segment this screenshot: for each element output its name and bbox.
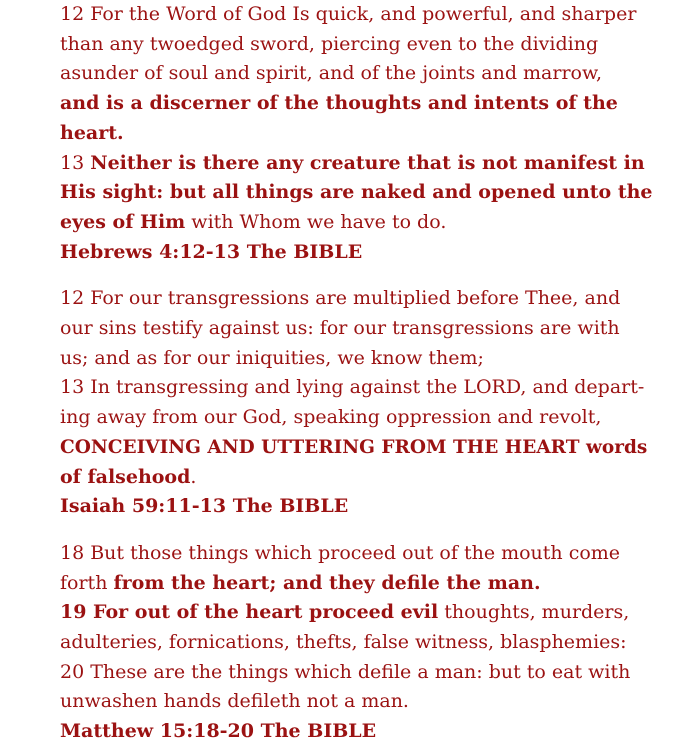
verse-text: 12 For our transgressions are multiplied before Thee, and [60, 287, 621, 310]
verse-text: than any twoedged sword, piercing even to the dividing [60, 32, 599, 55]
verse-line [60, 598, 660, 628]
verse-text: adulteries, fornications, thefts, false witness, blasphemies: [60, 631, 627, 654]
verse-line [60, 569, 660, 599]
verse-line [60, 30, 660, 60]
verse-line [60, 687, 660, 717]
verse-line [60, 178, 660, 208]
verse-text: thoughts, murders, [438, 601, 630, 624]
verse-text: 13 [60, 151, 91, 174]
verse-line [60, 433, 660, 463]
verse-line [60, 238, 660, 268]
verse-text: with Whom we have to do. [185, 210, 447, 233]
verse-line [60, 658, 660, 688]
verse-line [60, 539, 660, 569]
verse-line [60, 492, 660, 522]
passage-matthew [60, 539, 660, 747]
emphasized-text: Hebrews 4:12-13 The BIBLE [60, 240, 363, 263]
verse-line [60, 208, 660, 238]
verse-text: us; and as for our iniquities, we know them; [60, 346, 484, 369]
verse-text: forth [60, 571, 114, 594]
verse-line [60, 403, 660, 433]
verse-line [60, 628, 660, 658]
passage-isaiah [60, 284, 660, 522]
emphasized-text: His sight: but all things are naked and opened unto the [60, 181, 653, 204]
verse-text: our sins testify against us: for our transgressions are with [60, 317, 620, 340]
emphasized-text: of falsehood [60, 465, 191, 488]
verse-line [60, 284, 660, 314]
verse-line [60, 119, 660, 149]
emphasized-text: CONCEIVING AND UTTERING FROM THE HEART words [60, 436, 648, 458]
verse-text: unwashen hands defileth not a man. [60, 690, 409, 713]
verse-line [60, 717, 660, 747]
verse-line [60, 89, 660, 119]
verse-line [60, 344, 660, 374]
emphasized-text: 19 For out of the heart proceed evil [60, 601, 439, 624]
emphasized-text: from the heart; and they defile the man. [113, 571, 541, 594]
emphasized-text: eyes of Him [60, 210, 186, 233]
verse-line [60, 463, 660, 493]
verse-text: 18 But those things which proceed out of the mouth come [60, 541, 621, 564]
emphasized-text: Matthew 15:18-20 The BIBLE [60, 720, 377, 743]
passage-hebrews [60, 0, 660, 267]
verse-text: . [190, 465, 197, 488]
verse-text: 20 These are the things which defile a man: but to eat with [60, 660, 631, 683]
verse-line [60, 314, 660, 344]
verse-text: asunder of soul and spirit, and of the joints and marrow, [60, 62, 603, 85]
verse-line [60, 0, 660, 30]
verse-line [60, 59, 660, 89]
emphasized-text: Isaiah 59:11-13 The BIBLE [60, 495, 349, 518]
verse-line [60, 149, 660, 179]
emphasized-text: and is a discerner of the thoughts and intents of the [60, 92, 618, 115]
emphasized-text: Neither is there any creature that is not manifest in [90, 151, 645, 174]
emphasized-text: heart. [60, 121, 124, 144]
verse-line [60, 373, 660, 403]
verse-text: ing away from our God, speaking oppression and revolt, [60, 406, 602, 429]
verse-text: 12 For the Word of God Is quick, and powerful, and sharper [60, 3, 637, 25]
scripture-page [60, 0, 660, 747]
verse-text: 13 In transgressing and lying against the LORD, and depart- [60, 376, 645, 399]
